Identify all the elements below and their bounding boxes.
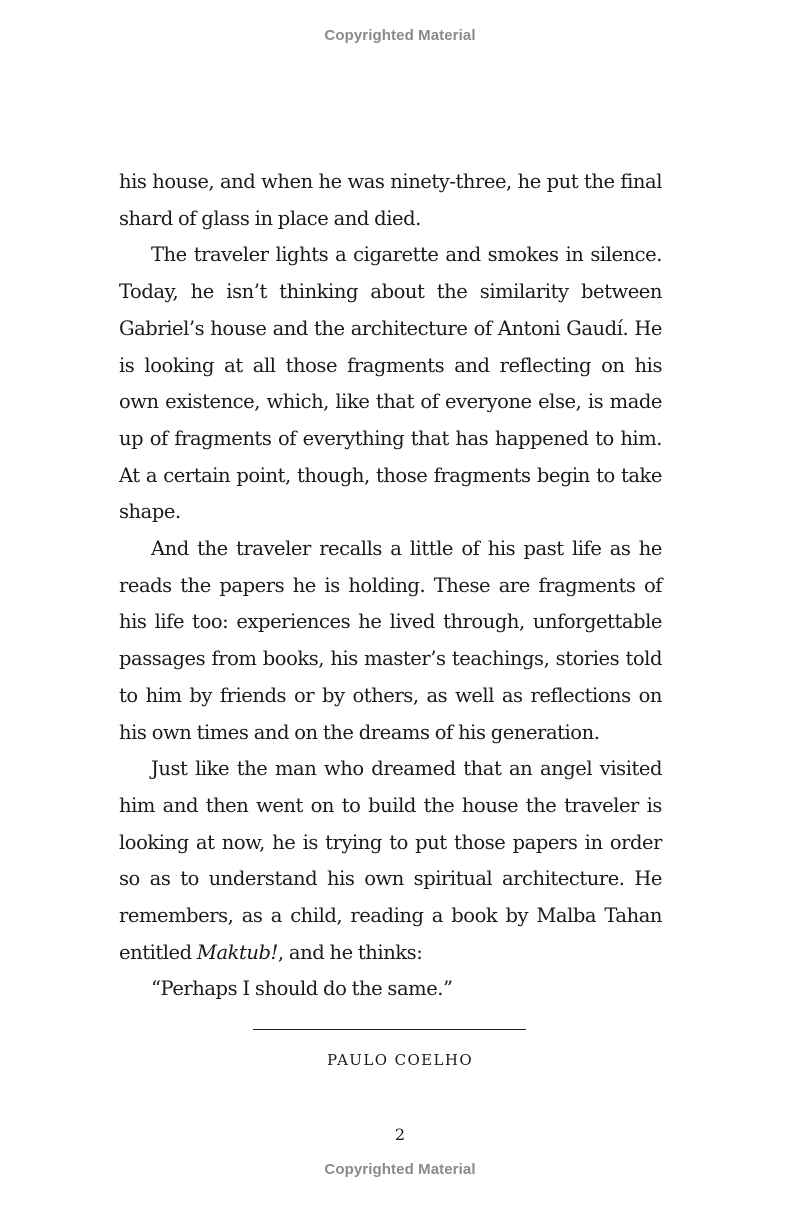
paragraph-4-text-before: Just like the man who dreamed that an angel visited him and then went on to build the house the traveler is looking at now, he is trying to put those papers in order so as to understand his own spiritual architecture. He remembers, as a child, reading a book by Malba Tahan entitled	[119, 757, 662, 964]
copyright-watermark-top: Copyrighted Material	[324, 27, 476, 44]
page-number: 2	[394, 1125, 406, 1144]
paragraph-5: “Perhaps I should do the same.”	[151, 977, 453, 1001]
page-body-text	[119, 164, 662, 1008]
paragraph-2: The traveler lights a cigarette and smokes in silence. Today, he isn’t thinking about the similarity between Gabriel’s house and the architecture of Antoni Gaudí. He is looking at all those fragments and reflecting on his own existence, which, like that of everyone else, is made up of fragments of everything that has happened to him. At a certain point, though, those fragments begin to take shape.	[119, 243, 662, 524]
paragraph-4	[119, 751, 662, 971]
paragraph-3: And the traveler recalls a little of his past life as he reads the papers he is holding. These are fragments of his life too: experiences he lived through, unforgettable passages from books, his master’s teachings, stories told to him by friends or by others, as well as reflections on his own times and on the dreams of his generation.	[119, 537, 662, 744]
copyright-watermark-bottom: Copyrighted Material	[324, 1161, 476, 1178]
running-footer-author: PAULO COELHO	[326, 1051, 474, 1069]
footer-divider	[253, 1029, 526, 1030]
paragraph-4-text-after: , and he thinks:	[277, 940, 423, 964]
paragraph-1: his house, and when he was ninety-three, he put the final shard of glass in place and died.	[119, 170, 662, 230]
book-title-emphasis: Maktub!	[196, 940, 278, 964]
